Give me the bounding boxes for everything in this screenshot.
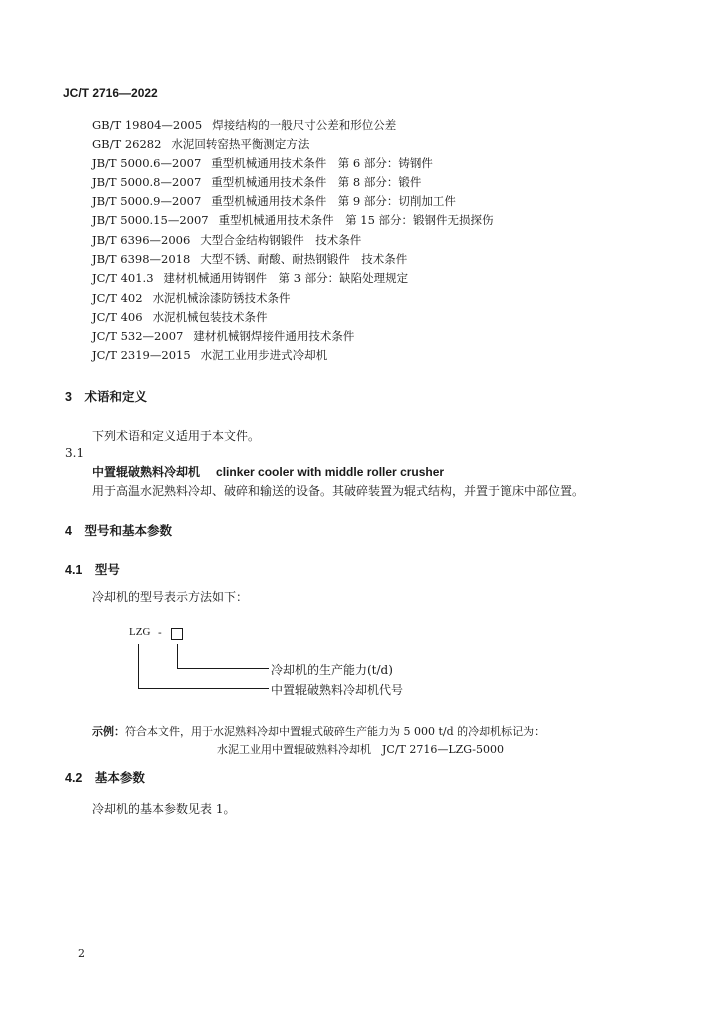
reference-item [92,155,433,171]
capacity-placeholder-box [171,628,183,640]
reference-item [92,136,309,152]
reference-item [92,251,407,267]
reference-id: JB/T 5000.8—2007 [92,175,202,189]
reference-id: JB/T 5000.15—2007 [92,213,209,227]
term-entry [92,463,444,480]
section-3-intro: 下列术语和定义适用于本文件。 [92,429,261,443]
reference-id: GB/T 26282 [92,137,162,151]
model-dash: - [158,626,162,639]
reference-item [92,347,327,363]
reference-id: GB/T 19804—2005 [92,118,203,132]
term-number: 3.1 [65,446,85,460]
reference-item [92,193,456,209]
capacity-label: 冷却机的生产能力(t/d) [271,663,393,677]
capacity-connector-horizontal [177,668,269,669]
term-chinese: 中置辊破熟料冷却机 [92,465,201,479]
reference-title: 水泥回转窑热平衡测定方法 [171,137,310,151]
reference-id: JB/T 6396—2006 [92,233,191,247]
reference-item [92,270,408,286]
model-prefix: LZG [129,626,151,638]
reference-id: JC/T 406 [92,310,143,324]
reference-id: JC/T 402 [92,291,143,305]
reference-id: JB/T 5000.6—2007 [92,156,202,170]
reference-id: JC/T 2319—2015 [92,348,191,362]
section-4-2-heading: 4.2 基本参数 [65,771,145,785]
example-label: 示例： [92,726,125,738]
term-english: clinker cooler with middle roller crusher [216,465,445,479]
example-text: 符合本文件，用于水泥熟料冷却中置辊式破碎生产能力为 5 000 t/d 的冷却机标记为： [125,725,546,738]
reference-item [92,328,354,344]
reference-id: JC/T 532—2007 [92,329,184,343]
reference-id: JB/T 5000.9—2007 [92,194,202,208]
code-connector-horizontal [138,688,269,689]
model-designation-intro: 冷却机的型号表示方法如下： [92,590,249,604]
section-4-heading: 4 型号和基本参数 [65,524,172,538]
basic-parameters-text: 冷却机的基本参数见表 1。 [92,802,236,816]
capacity-connector-vertical [177,644,178,668]
section-3-heading: 3 术语和定义 [65,390,147,404]
reference-item [92,174,421,190]
reference-item [92,290,291,306]
reference-item [92,232,361,248]
reference-item [92,309,268,325]
reference-title: 建材机械通用铸钢件 第 3 部分：缺陷处理规定 [163,271,409,285]
reference-title: 建材机械钢焊接件通用技术条件 [193,329,355,343]
reference-title: 重型机械通用技术条件 第 15 部分：锻钢件无损探伤 [218,213,494,227]
code-label: 中置辊破熟料冷却机代号 [271,683,404,697]
reference-title: 水泥机械涂漆防锈技术条件 [152,291,291,305]
reference-title: 大型合金结构钢锻件 技术条件 [200,233,362,247]
reference-title: 水泥机械包装技术条件 [152,310,268,324]
reference-title: 重型机械通用技术条件 第 9 部分：切削加工件 [211,194,456,208]
reference-title: 重型机械通用技术条件 第 8 部分：锻件 [211,175,422,189]
example-line [92,723,545,739]
reference-title: 焊接结构的一般尺寸公差和形位公差 [212,118,397,132]
page-number: 2 [78,947,85,960]
reference-id: JC/T 401.3 [92,271,154,285]
reference-title: 水泥工业用步进式冷却机 [200,348,328,362]
term-definition: 用于高温水泥熟料冷却、破碎和输送的设备。其破碎装置为辊式结构，并置于篦床中部位置。 [92,484,585,498]
code-connector-vertical [138,644,139,688]
example-mark: 水泥工业用中置辊破熟料冷却机 JC/T 2716—LZG-5000 [217,743,505,756]
reference-id: JB/T 6398—2018 [92,252,191,266]
reference-item [92,117,396,133]
reference-title: 重型机械通用技术条件 第 6 部分：铸钢件 [211,156,433,170]
standard-code-header: JC/T 2716—2022 [63,86,158,100]
reference-item [92,212,494,228]
section-4-1-heading: 4.1 型号 [65,563,120,577]
reference-title: 大型不锈、耐酸、耐热钢锻件 技术条件 [200,252,408,266]
